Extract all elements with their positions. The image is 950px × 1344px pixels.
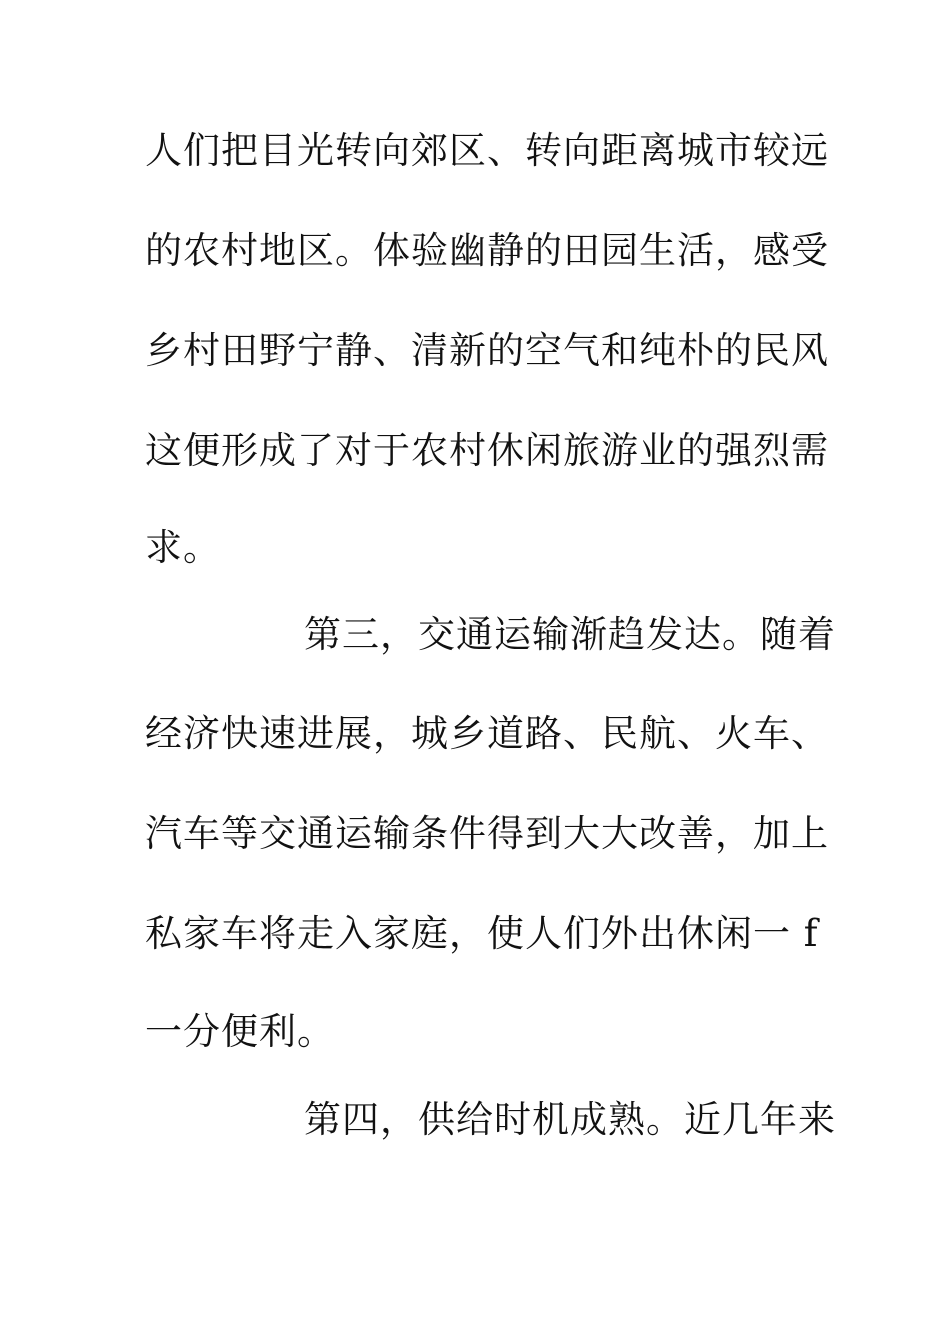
text-line-7: 经济快速进展，城乡道路、民航、火车、 — [145, 712, 829, 755]
text-line-8: 汽车等交通运输条件得到大大改善，加上 — [145, 812, 829, 855]
paragraph-3-first-line: 第三，交通运输渐趋发达。随着 — [304, 613, 836, 656]
text-line-3: 乡村田野宁静、清新的空气和纯朴的民风 — [145, 329, 829, 372]
text-line-1: 人们把目光转向郊区、转向距离城市较远 — [145, 129, 829, 172]
text-line-10: 一分便利。 — [145, 1010, 335, 1053]
text-line-2: 的农村地区。体验幽静的田园生活，感受 — [145, 229, 829, 272]
text-line-9: 私家车将走入家庭，使人们外出休闲一 f — [145, 912, 819, 955]
text-line-4: 这便形成了对于农村休闲旅游业的强烈需 — [145, 429, 829, 472]
paragraph-4-first-line: 第四，供给时机成熟。近几年来 — [304, 1098, 836, 1141]
text-line-5: 求。 — [145, 526, 221, 569]
